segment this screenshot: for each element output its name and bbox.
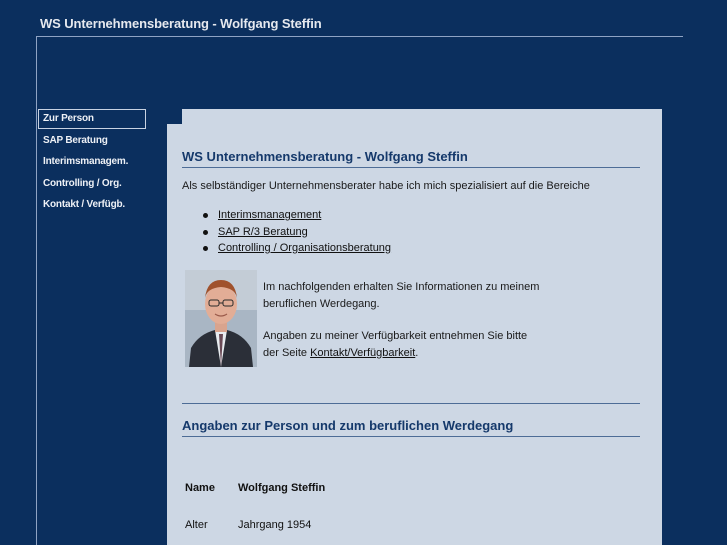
section-divider	[182, 403, 640, 404]
content-panel	[167, 109, 662, 545]
detail-value: Wolfgang Steffin	[238, 482, 326, 494]
availability-line-2	[263, 345, 539, 362]
info-line-2: beruflichen Werdegang.	[263, 297, 380, 310]
info-line-1: Im nachfolgenden erhalten Sie Informationen zu meinem	[263, 281, 540, 293]
nav-item-kontakt[interactable]: Kontakt / Verfügb.	[43, 199, 125, 210]
area-link-sap[interactable]: SAP R/3 Beratung	[218, 225, 308, 238]
nav-item-sap-beratung[interactable]: SAP Beratung	[43, 134, 108, 146]
info-text	[263, 279, 539, 361]
sidebar-divider	[36, 36, 37, 545]
area-link-interim[interactable]: Interimsmanagement	[218, 209, 322, 221]
area-link-controlling[interactable]: Controlling / Organisationsberatung	[218, 242, 392, 254]
nav-item-controlling[interactable]: Controlling / Org.	[43, 177, 122, 189]
availability-suffix: .	[415, 346, 419, 359]
list-item	[182, 240, 391, 257]
list-item	[182, 224, 391, 241]
list-item	[182, 207, 391, 224]
areas-list	[182, 207, 391, 257]
content-corner-notch	[167, 109, 182, 124]
site-title: WS Unternehmensberatung - Wolfgang Steffin	[40, 16, 322, 31]
detail-key: Name	[185, 482, 215, 494]
spacer	[263, 312, 539, 328]
portrait-photo	[185, 270, 257, 367]
availability-prefix: der Seite	[263, 346, 311, 359]
detail-value: Jahrgang 1954	[238, 519, 312, 531]
detail-row-age	[185, 519, 311, 531]
header-divider	[36, 36, 683, 37]
availability-line-1: Angaben zu meiner Verfügbarkeit entnehmen Sie bitte	[263, 330, 528, 342]
page-heading: WS Unternehmensberatung - Wolfgang Steffin	[182, 149, 640, 168]
section-heading: Angaben zur Person und zum beruflichen Werdegang	[182, 418, 640, 437]
nav-item-interimsmanagement[interactable]: Interimsmanagem.	[43, 156, 129, 167]
detail-key: Alter	[185, 519, 208, 531]
contact-availability-link[interactable]: Kontakt/Verfügbarkeit	[310, 346, 416, 359]
intro-text: Als selbständiger Unternehmensberater habe ich mich spezialisiert auf die Bereiche	[182, 180, 590, 192]
sidebar-nav	[38, 109, 146, 217]
nav-item-zur-person[interactable]: Zur Person	[38, 109, 146, 129]
detail-row-name	[185, 482, 325, 494]
